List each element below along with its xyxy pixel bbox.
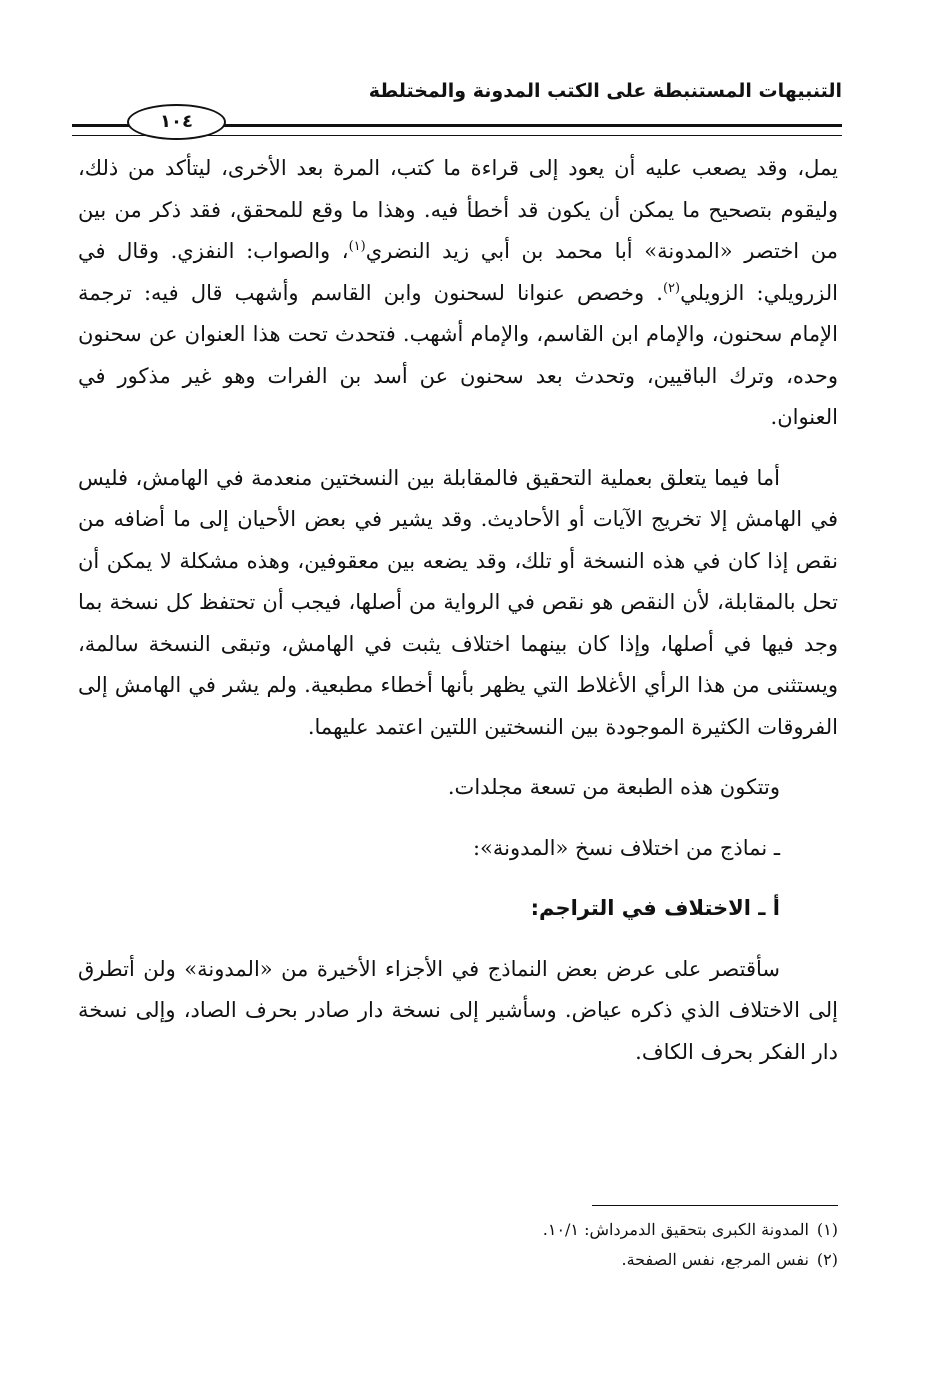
footnotes [78, 1215, 838, 1275]
paragraph-1-line-2: ليتأكد من ذلك، وليقوم بتصحيح ما يمكن أن يكون قد أخطأ فيه. وهذا ما [78, 156, 838, 222]
footnote-1-number: (١) [816, 1220, 838, 1239]
paragraph-1-line-8: في العنوان. [78, 363, 838, 429]
section-heading: أ ـ الاختلاف في التراجم: [530, 896, 780, 920]
paragraph-1-line-4-start: النضري [365, 239, 431, 263]
paragraph-1-line-5: عنوانا لسحنون وابن القاسم وأشهب قال فيه: ترجمة الإمام سحنون، والإمام [78, 280, 838, 346]
paragraph-1-line-7: وترك الباقيين، وتحدث بعد سحنون عن أسد بن الفرات وهو غير مذكور [117, 363, 775, 388]
page-header [72, 74, 842, 134]
page-number: ١٠٤ [127, 104, 226, 140]
footnote-2 [78, 1245, 838, 1275]
paragraph-1-line-6: ابن القاسم، والإمام أشهب. فتحدث تحت هذا العنوان عن سحنون وحده، [78, 322, 839, 388]
footnote-1 [78, 1215, 838, 1245]
paragraph-1-line-4-end: . وخصص [577, 280, 663, 305]
footnote-2-number: (٢) [816, 1250, 838, 1269]
footnote-ref-1: (١) [348, 239, 366, 254]
footnote-ref-2: (٢) [662, 280, 681, 296]
footnote-rule [592, 1205, 838, 1206]
paragraph-1 [78, 148, 838, 439]
main-text [78, 148, 838, 1073]
paragraph-5: سأقتصر على عرض بعض النماذج في الأجزاء الأخيرة من «المدونة» ولن أتطرق إلى الاختلاف الذي ذكره عياض. وسأشير إلى نسخة دار صادر بحرف الصاد، وإلى نسخة دار الفكر بحرف الكاف. [78, 956, 838, 1064]
footnote-1-text: المدونة الكبرى بتحقيق الدمرداش: ١٠/١. [542, 1220, 809, 1239]
paragraph-1-line-3: وقع للمحقق، فقد ذكر من بين من اختصر «المدونة» أبا محمد بن أبي زيد [78, 197, 838, 263]
paragraph-1-line-1: يمل، وقد يصعب عليه أن يعود إلى قراءة ما كتب، المرة بعد الأخرى، [221, 156, 838, 180]
running-title: التنبيهات المستنبطة على الكتب المدونة والمختلطة [368, 80, 842, 102]
paragraph-2: أما فيما يتعلق بعملية التحقيق فالمقابلة بين النسختين منعدمة في الهامش، فليس في الهامش إلا تخريج الآيات أو الأحاديث. وقد يشير في بعض الأحيان إلى ما أضافه من نقص إذا كان في هذه النسخة أو تلك، وقد يضعه بين معقوفين، وهذه مشكلة لا يمكن أن تحل بالمقابلة، لأن النقص هو نقص في الرواية من أصلها، فيجب أن تحتفظ كل نسخة بما وجد فيها في أصلها، وإذا كان بينهما اختلاف يثبت في الهامش، وتبقى النسخة سالمة، ويستثنى من هذا الرأي الأغلاط التي يظهر بأنها أخطاء مطبعية. ولم يشر في الهامش إلى الفروقات الكثيرة الموجودة بين النسختين اللتين اعتمد عليهما. [78, 465, 838, 739]
paragraph-1-line-4-mid: ، والصواب: النفزي. وقال في الزرويلي: الزويلي [78, 239, 838, 305]
footnote-2-text: نفس المرجع، نفس الصفحة. [621, 1250, 809, 1269]
paragraph-4: ـ نماذج من اختلاف نسخ «المدونة»: [472, 835, 780, 860]
paragraph-3: وتتكون هذه الطبعة من تسعة مجلدات. [447, 775, 780, 799]
